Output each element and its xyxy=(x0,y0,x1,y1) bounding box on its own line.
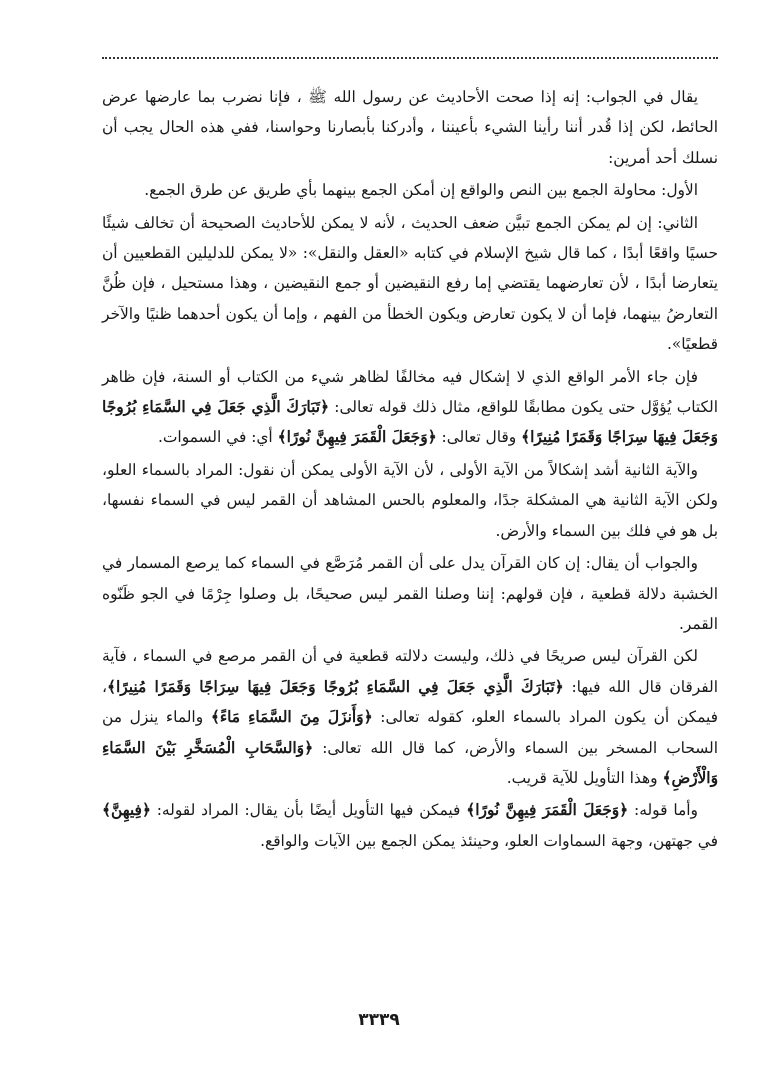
paragraph xyxy=(102,208,718,360)
paragraph-text: وأما قوله: xyxy=(628,801,698,820)
paragraph xyxy=(102,82,718,173)
quran-verse: ﴿وَالسَّحَابِ الْمُسَخَّرِ بَيْنَ السَّمَاءِ وَالْأَرْضِ﴾ xyxy=(102,738,718,787)
quran-verse: ﴿وَجَعَلَ الْقَمَرَ فِيهِنَّ نُورًا﴾ xyxy=(466,801,629,820)
quran-verse: ﴿تَبَارَكَ الَّذِي جَعَلَ فِي السَّمَاءِ بُرُوجًا وَجَعَلَ فِيهَا سِرَاجًا وَقَمَرًا مُنِيرًا﴾ xyxy=(106,677,564,696)
paragraph-text: الأول: محاولة الجمع بين النص والواقع إن أمكن الجمع بينهما بأي طريق عن طرق الجمع. xyxy=(144,181,698,200)
paragraph xyxy=(102,455,718,546)
paragraph-text: وقال تعالى: xyxy=(436,428,522,447)
paragraph-text: فيمكن فيها التأويل أيضًا بأن يقال: المراد لقوله: xyxy=(150,801,467,820)
paragraph-text: وهذا التأويل للآية قريب. xyxy=(506,768,663,787)
quran-verse: ﴿تَبَارَكَ الَّذِي جَعَلَ فِي السَّمَاءِ بُرُوجًا وَجَعَلَ فِيهَا سِرَاجًا وَقَمَرًا مُنِيرًا﴾ xyxy=(102,398,718,447)
paragraph-text: أي: في السموات. xyxy=(158,428,278,447)
paragraph-text: والماء ينزل من السحاب المسخر بين السماء والأرض، كما قال الله تعالى: xyxy=(102,708,718,757)
paragraph-text: والجواب أن يقال: إن كان القرآن يدل على أن القمر مُرَصَّع في السماء كما يرصع المسمار في الخشبة دلالة قطعية ، فإن قولهم: إننا وصلنا القمر ليس صحيحًا، بل وصلوا جِرْمًا في الجو ظَنّوه القمر. xyxy=(102,554,718,633)
paragraph-text: والآية الثانية أشد إشكالاً من الآية الأولى ، لأن الآية الأولى يمكن أن نقول: المراد بالسماء العلو، ولكن الآية الثانية هي المشكلة جدًا، والمعلوم بالحس المشاهد أن القمر ليس في السماء نفسها، بل هو في فلك بين السماء والأرض. xyxy=(102,460,718,540)
paragraph-text: فإن جاء الأمر الواقع الذي لا إشكال فيه مخالفًا لظاهر شيء من الكتاب أو السنة، فإن ظاهر الكتاب يُؤوَّل حتى يكون مطابقًا للواقع، مثال ذلك قوله تعالى: xyxy=(102,367,718,417)
header-dotted-rule xyxy=(102,57,718,59)
paragraph xyxy=(102,548,718,639)
body-text xyxy=(102,82,718,858)
paragraph xyxy=(102,641,718,793)
paragraph-text: يقال في الجواب: إنه إذا صحت الأحاديث عن رسول الله ﷺ ، فإنا نضرب بما عارضها عرض الحائط، لكن إذا قُدر أننا رأينا الشيء بأعيننا ، وأدركنا بأبصارنا وحواسنا، ففي هذه الحال يجب أن نسلك أحد أمرين: xyxy=(102,88,718,167)
quran-verse: ﴿وَأَنزَلَ مِنَ السَّمَاءِ مَاءً﴾ xyxy=(210,708,373,727)
quran-verse: ﴿وَجَعَلَ الْقَمَرَ فِيهِنَّ نُورًا﴾ xyxy=(277,428,437,447)
paragraph xyxy=(102,795,718,856)
paragraph xyxy=(102,362,718,453)
paragraph-text: لكن القرآن ليس صريحًا في ذلك، وليست دلالته قطعية في أن القمر مرصع في السماء ، فآية الفرقان قال الله فيها: xyxy=(102,647,719,696)
quran-verse: ﴿فِيهِنَّ﴾ xyxy=(102,801,151,820)
paragraph-text: في جهتهن، وجهة السماوات العلو، وحينئذ يمكن الجمع بين الآيات والواقع. xyxy=(260,831,718,850)
paragraph-text: ، فيمكن أن يكون المراد بالسماء العلو، كقوله تعالى: xyxy=(102,677,718,727)
page-number: ٣٣٣٩ xyxy=(358,1010,400,1030)
paragraph-text: الثاني: إن لم يمكن الجمع تبيَّن ضعف الحديث ، لأنه لا يمكن للأحاديث الصحيحة أن تخالف شيئًا حسيًا واقعًا أبدًا ، كما قال شيخ الإسلام في كتابه «العقل والنقل»: «لا يمكن للدليلين القطعيين أن يتعارضا أبدًا ، لأن تعارضهما يقتضي إما رفع النقيضين أو جمع النقيضين ، وهذا مستحيل ، فإن ظُنَّ التعارضُ بينهما، فإما أن لا يكون تعارض ويكون الخطأ من الفهم ، وإما أن يكون أحدهما ظنيًا والآخر قطعيًا». xyxy=(102,213,718,354)
paragraph xyxy=(102,175,718,205)
